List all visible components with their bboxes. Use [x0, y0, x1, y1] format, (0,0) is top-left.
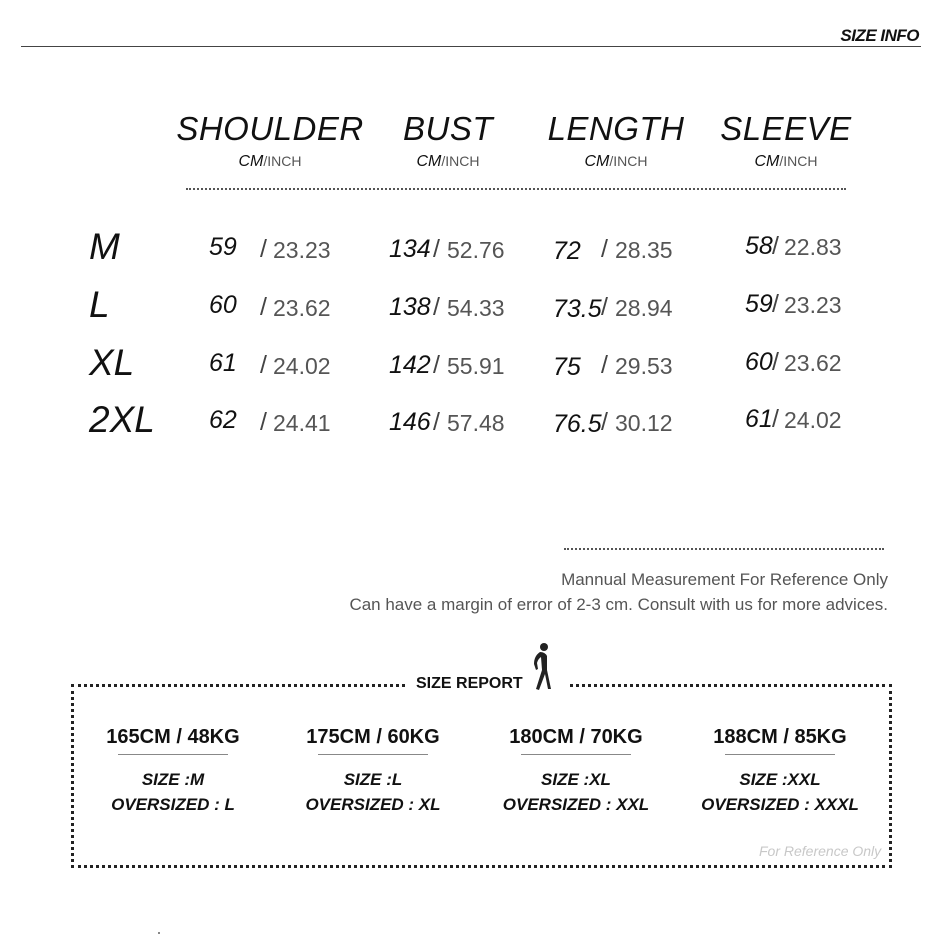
bust-inch: 54.33 [447, 295, 505, 321]
bust-cm: 138 [389, 293, 431, 321]
note-line-2: Can have a margin of error of 2-3 cm. Consult with us for more advices. [349, 595, 888, 614]
shoulder-cm: 62 [209, 406, 237, 434]
length-cm: 76.5 [553, 410, 602, 438]
height-weight: 165CM / 48KG [106, 726, 240, 748]
size-report-title: SIZE REPORT [416, 675, 523, 692]
shoulder-inch: 24.02 [273, 353, 331, 379]
shoulder-cm: 60 [209, 291, 237, 319]
bust-cm: 146 [389, 408, 431, 436]
unit-cm: CM [584, 153, 610, 170]
length-cm: 75 [553, 353, 581, 381]
sleeve-cm: 61 [745, 405, 773, 433]
column-unit [170, 153, 370, 171]
note-line-1: Mannual Measurement For Reference Only [561, 570, 888, 589]
height-weight: 175CM / 60KG [306, 726, 440, 748]
length-cm: 73.5 [553, 295, 602, 323]
unit-cm: CM [754, 153, 780, 170]
length-cm: 72 [553, 237, 581, 265]
slash: / [260, 293, 267, 321]
slash: / [433, 293, 440, 321]
size-report-entry [83, 726, 263, 817]
sleeve-inch: 23.23 [784, 292, 842, 318]
height-weight: 188CM / 85KG [713, 726, 847, 748]
sleeve-cm: 59 [745, 290, 773, 318]
column-name: LENGTH [547, 110, 685, 147]
unit-inch: /INCH [441, 153, 480, 169]
oversized-size: OVERSIZED : XXXL [701, 795, 859, 814]
slash: / [433, 235, 440, 263]
size-report-entry [486, 726, 666, 817]
slash: / [260, 408, 267, 436]
oversized-size: OVERSIZED : XXL [502, 795, 650, 814]
length-inch: 30.12 [615, 410, 673, 436]
oversized-size: OVERSIZED : L [111, 795, 235, 814]
shoulder-cm: 59 [209, 233, 237, 261]
oversized-size: OVERSIZED : XL [305, 795, 441, 814]
column-name: BUST [402, 110, 493, 147]
length-inch: 28.35 [615, 237, 673, 263]
bust-cm: 134 [389, 235, 431, 263]
header-title: SIZE INFO [840, 26, 919, 45]
unit-inch: /INCH [263, 153, 302, 169]
slash: / [433, 408, 440, 436]
sleeve-inch: 24.02 [784, 407, 842, 433]
size-report-entry [283, 726, 463, 817]
slash: / [433, 351, 440, 379]
size-label-l: L [89, 284, 110, 325]
slash: / [772, 290, 779, 318]
slash: / [772, 348, 779, 376]
header-dotted-divider [186, 188, 846, 190]
slash: / [772, 232, 779, 260]
size-label-m: M [89, 226, 120, 267]
header-divider [21, 46, 921, 47]
unit-cm: CM [238, 153, 264, 170]
size-label-xl: XL [89, 342, 135, 383]
size-report-entry [690, 726, 870, 817]
slash: / [601, 293, 608, 321]
unit-inch: /INCH [609, 153, 648, 169]
sleeve-cm: 58 [745, 232, 773, 260]
size-report-footnote: For Reference Only [759, 843, 882, 859]
entry-underline [318, 754, 428, 755]
recommended-size: SIZE :L [343, 770, 403, 789]
shoulder-cm: 61 [209, 349, 237, 377]
recommended-size: SIZE :XXL [739, 770, 821, 789]
note-dotted-divider [564, 548, 884, 550]
entry-underline [521, 754, 631, 755]
sleeve-cm: 60 [745, 348, 773, 376]
column-unit [686, 153, 886, 171]
slash: / [260, 235, 267, 263]
column-name: SLEEVE [720, 110, 852, 147]
sleeve-inch: 22.83 [784, 234, 842, 260]
recommended-size: SIZE :M [141, 770, 205, 789]
column-name: SHOULDER [176, 110, 364, 147]
unit-inch: /INCH [779, 153, 818, 169]
height-weight: 180CM / 70KG [509, 726, 643, 748]
bust-inch: 57.48 [447, 410, 505, 436]
slash: / [601, 235, 608, 263]
column-header-shoulder [170, 112, 370, 171]
slash: / [772, 405, 779, 433]
shoulder-inch: 23.23 [273, 237, 331, 263]
size-label-2xl: 2XL [89, 399, 155, 440]
walking-man-icon [528, 642, 554, 697]
bust-inch: 52.76 [447, 237, 505, 263]
bust-inch: 55.91 [447, 353, 505, 379]
unit-cm: CM [416, 153, 442, 170]
sleeve-inch: 23.62 [784, 350, 842, 376]
slash: / [601, 351, 608, 379]
slash: / [601, 408, 608, 436]
length-inch: 28.94 [615, 295, 673, 321]
length-inch: 29.53 [615, 353, 673, 379]
entry-underline [118, 754, 228, 755]
shoulder-inch: 23.62 [273, 295, 331, 321]
shoulder-inch: 24.41 [273, 410, 331, 436]
bust-cm: 142 [389, 351, 431, 379]
entry-underline [725, 754, 835, 755]
column-header-sleeve [686, 112, 886, 171]
slash: / [260, 351, 267, 379]
recommended-size: SIZE :XL [541, 770, 611, 789]
decorative-dot [158, 932, 160, 934]
